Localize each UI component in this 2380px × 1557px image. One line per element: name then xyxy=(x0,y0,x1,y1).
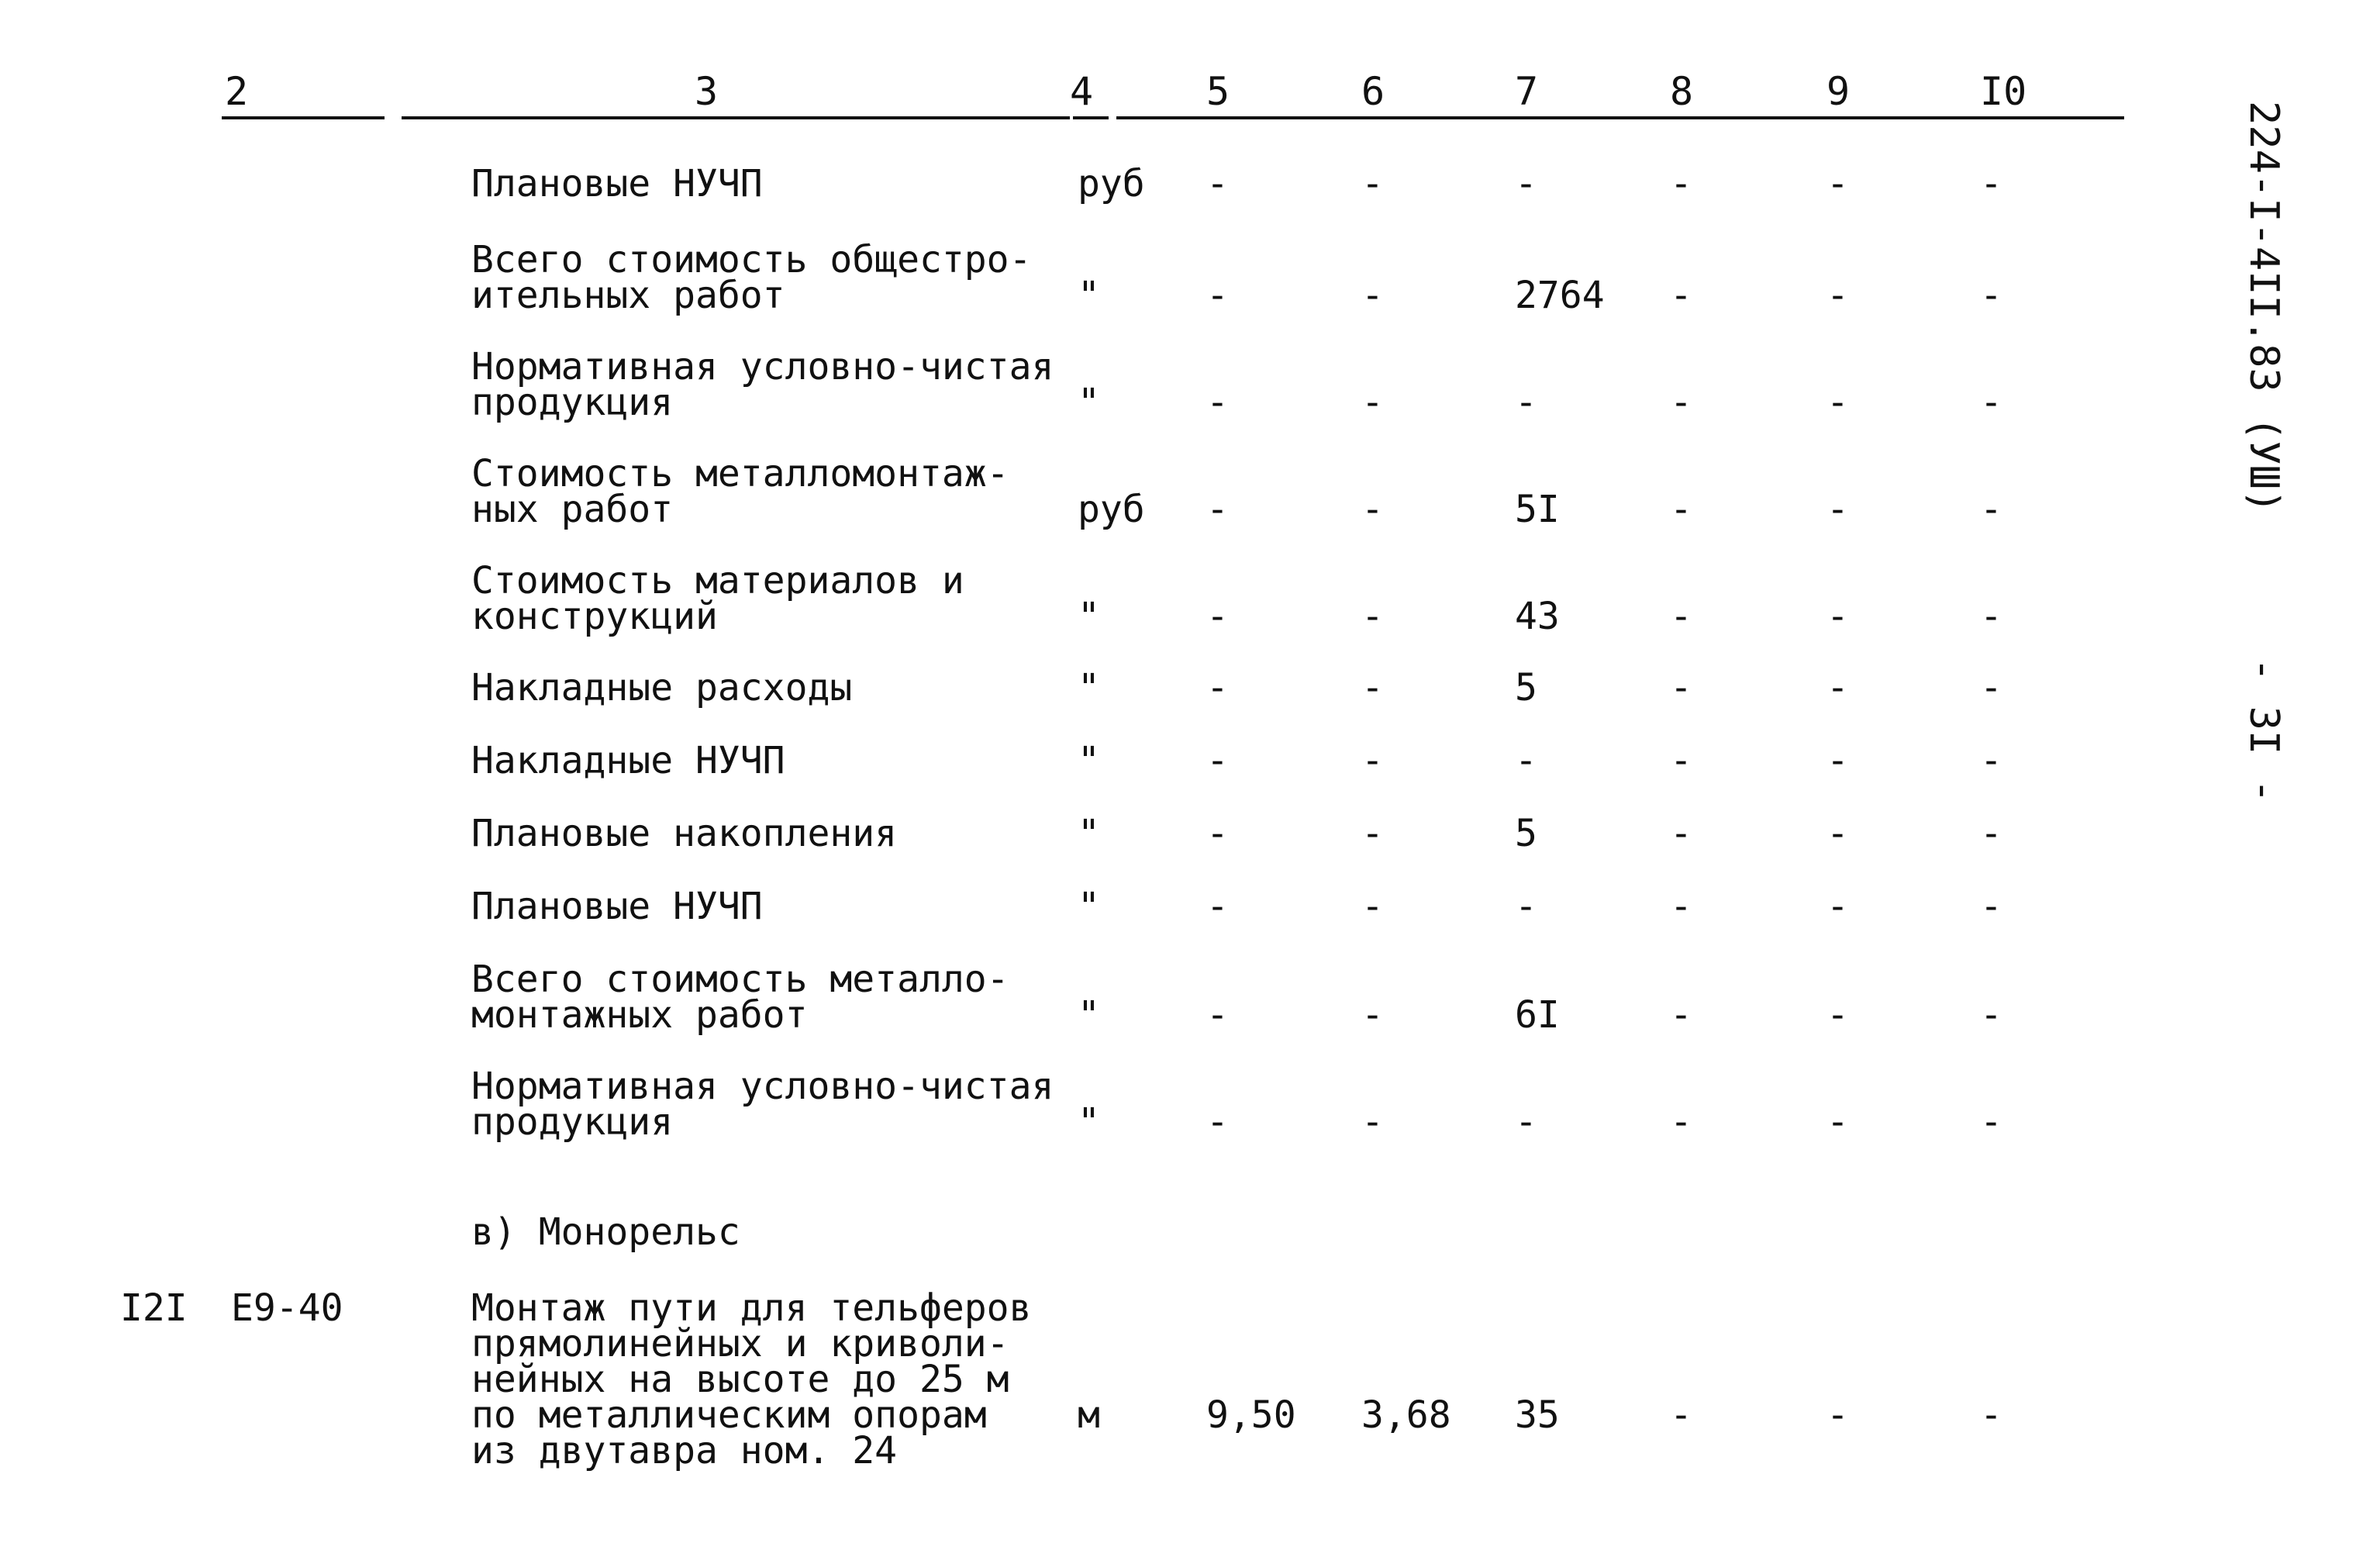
desc-line: Нормативная условно-чистая xyxy=(471,1065,1054,1108)
row-col7: 5 xyxy=(1515,812,1537,855)
col-header-7: 7 xyxy=(1515,69,1539,114)
row-col8: - xyxy=(1670,739,1692,782)
row-description xyxy=(471,812,1076,855)
row-description xyxy=(471,666,1076,709)
row-col5: - xyxy=(1206,274,1229,317)
page-number: - 3I - xyxy=(2240,658,2287,803)
row-col9: - xyxy=(1826,739,1849,782)
row-unit: м xyxy=(1078,1393,1100,1437)
header-underline xyxy=(222,116,385,119)
row-col7: 5 xyxy=(1515,666,1537,709)
desc-line: Нормативная условно-чистая xyxy=(471,345,1054,388)
row-col8: - xyxy=(1670,162,1692,205)
desc-line: Стоимость металломонтаж- xyxy=(471,452,1009,495)
row-col9: - xyxy=(1826,381,1849,424)
row-col7: - xyxy=(1515,162,1537,205)
row-col5: - xyxy=(1206,595,1229,638)
row-col5: - xyxy=(1206,885,1229,928)
row-code: Е9-40 xyxy=(231,1286,343,1330)
row-col10: - xyxy=(1980,885,2002,928)
row-col7: 43 xyxy=(1515,595,1560,638)
row-unit: " xyxy=(1078,993,1100,1037)
desc-line: ительных работ xyxy=(471,274,785,317)
row-unit: " xyxy=(1078,885,1100,928)
desc-line: Монтаж пути для тельферов xyxy=(471,1286,1032,1330)
row-col9: - xyxy=(1826,488,1849,531)
row-col6: 3,68 xyxy=(1361,1393,1451,1437)
row-description xyxy=(471,739,1076,782)
section-title: в) Монорельс xyxy=(471,1210,740,1254)
document-code: 224-I-4II.83 (УШ) xyxy=(2240,101,2287,514)
desc-line: Стоимость материалов и xyxy=(471,559,964,602)
row-col7: 6I xyxy=(1515,993,1560,1037)
col-header-6: 6 xyxy=(1361,69,1385,114)
row-col9: - xyxy=(1826,274,1849,317)
header-underline xyxy=(1116,116,2124,119)
row-col9: - xyxy=(1826,666,1849,709)
row-col9: - xyxy=(1826,812,1849,855)
row-col8: - xyxy=(1670,812,1692,855)
desc-line: по металлическим опорам xyxy=(471,1393,987,1437)
row-col9: - xyxy=(1826,993,1849,1037)
row-col6: - xyxy=(1361,885,1384,928)
row-col10: - xyxy=(1980,1393,2002,1437)
row-unit: " xyxy=(1078,595,1100,638)
row-col7: - xyxy=(1515,381,1537,424)
row-col6: - xyxy=(1361,162,1384,205)
row-col7: - xyxy=(1515,885,1537,928)
desc-line: продукция xyxy=(471,381,674,424)
desc-line: монтажных работ xyxy=(471,993,808,1037)
row-col8: - xyxy=(1670,274,1692,317)
desc-line: продукция xyxy=(471,1100,674,1144)
row-col10: - xyxy=(1980,274,2002,317)
row-col10: - xyxy=(1980,381,2002,424)
row-col5: - xyxy=(1206,666,1229,709)
desc-line: Плановые накопления xyxy=(471,812,898,855)
row-unit: " xyxy=(1078,666,1100,709)
row-col9: - xyxy=(1826,595,1849,638)
row-col6: - xyxy=(1361,812,1384,855)
row-description xyxy=(471,452,1076,531)
row-col8: - xyxy=(1670,885,1692,928)
row-col10: - xyxy=(1980,739,2002,782)
desc-line: Всего стоимость металло- xyxy=(471,958,1009,1001)
row-col5: - xyxy=(1206,812,1229,855)
desc-line: Накладные НУЧП xyxy=(471,739,785,782)
row-description xyxy=(471,958,1076,1037)
row-col8: - xyxy=(1670,381,1692,424)
col-header-9: 9 xyxy=(1826,69,1851,114)
row-col9: - xyxy=(1826,1393,1849,1437)
row-description xyxy=(471,345,1076,424)
desc-line: из двутавра ном. 24 xyxy=(471,1429,898,1472)
row-col6: - xyxy=(1361,666,1384,709)
row-description xyxy=(471,1065,1076,1144)
row-col10: - xyxy=(1980,1100,2002,1144)
row-col9: - xyxy=(1826,1100,1849,1144)
col-header-2: 2 xyxy=(225,69,249,114)
desc-line: Плановые НУЧП xyxy=(471,885,763,928)
header-underline xyxy=(402,116,1070,119)
row-col7: - xyxy=(1515,739,1537,782)
desc-line: Всего стоимость общестро- xyxy=(471,238,1032,281)
row-col5: - xyxy=(1206,488,1229,531)
desc-line: Накладные расходы xyxy=(471,666,853,709)
col-header-5: 5 xyxy=(1206,69,1230,114)
header-underline xyxy=(1073,116,1109,119)
row-col10: - xyxy=(1980,812,2002,855)
row-col5: - xyxy=(1206,162,1229,205)
row-col5: - xyxy=(1206,381,1229,424)
row-col6: - xyxy=(1361,381,1384,424)
col-header-10: I0 xyxy=(1980,69,2027,114)
row-col8: - xyxy=(1670,1100,1692,1144)
row-number: I2I xyxy=(120,1286,188,1330)
row-description xyxy=(471,1286,1076,1472)
row-col10: - xyxy=(1980,993,2002,1037)
row-description xyxy=(471,162,1076,205)
row-unit: " xyxy=(1078,381,1100,424)
row-unit: руб xyxy=(1078,162,1145,205)
desc-line: Плановые НУЧП xyxy=(471,162,763,205)
table-header xyxy=(0,68,2140,119)
row-col6: - xyxy=(1361,274,1384,317)
row-unit: руб xyxy=(1078,488,1145,531)
row-col7: - xyxy=(1515,1100,1537,1144)
row-description xyxy=(471,885,1076,928)
row-col8: - xyxy=(1670,488,1692,531)
row-col8: - xyxy=(1670,1393,1692,1437)
col-header-3: 3 xyxy=(695,69,719,114)
row-col7: 5I xyxy=(1515,488,1560,531)
desc-line: нейных на высоте до 25 м xyxy=(471,1358,1009,1401)
row-col6: - xyxy=(1361,739,1384,782)
row-col6: - xyxy=(1361,595,1384,638)
desc-line: ных работ xyxy=(471,488,674,531)
row-col9: - xyxy=(1826,885,1849,928)
desc-line: прямолинейных и криволи- xyxy=(471,1322,1009,1365)
row-col10: - xyxy=(1980,666,2002,709)
col-header-4: 4 xyxy=(1070,69,1094,114)
row-col7: 2764 xyxy=(1515,274,1605,317)
row-col5: - xyxy=(1206,993,1229,1037)
row-col8: - xyxy=(1670,993,1692,1037)
row-col8: - xyxy=(1670,595,1692,638)
row-description xyxy=(471,559,1076,638)
row-unit: " xyxy=(1078,1100,1100,1144)
row-col6: - xyxy=(1361,1100,1384,1144)
row-col5: - xyxy=(1206,739,1229,782)
row-col10: - xyxy=(1980,488,2002,531)
row-col10: - xyxy=(1980,162,2002,205)
row-col9: - xyxy=(1826,162,1849,205)
row-unit: " xyxy=(1078,274,1100,317)
col-header-8: 8 xyxy=(1670,69,1694,114)
row-col7: 35 xyxy=(1515,1393,1560,1437)
row-description xyxy=(471,238,1076,317)
row-unit: " xyxy=(1078,739,1100,782)
row-unit: " xyxy=(1078,812,1100,855)
row-col5: - xyxy=(1206,1100,1229,1144)
row-col10: - xyxy=(1980,595,2002,638)
row-col6: - xyxy=(1361,993,1384,1037)
row-col8: - xyxy=(1670,666,1692,709)
row-col6: - xyxy=(1361,488,1384,531)
row-col5: 9,50 xyxy=(1206,1393,1296,1437)
desc-line: конструкций xyxy=(471,595,718,638)
